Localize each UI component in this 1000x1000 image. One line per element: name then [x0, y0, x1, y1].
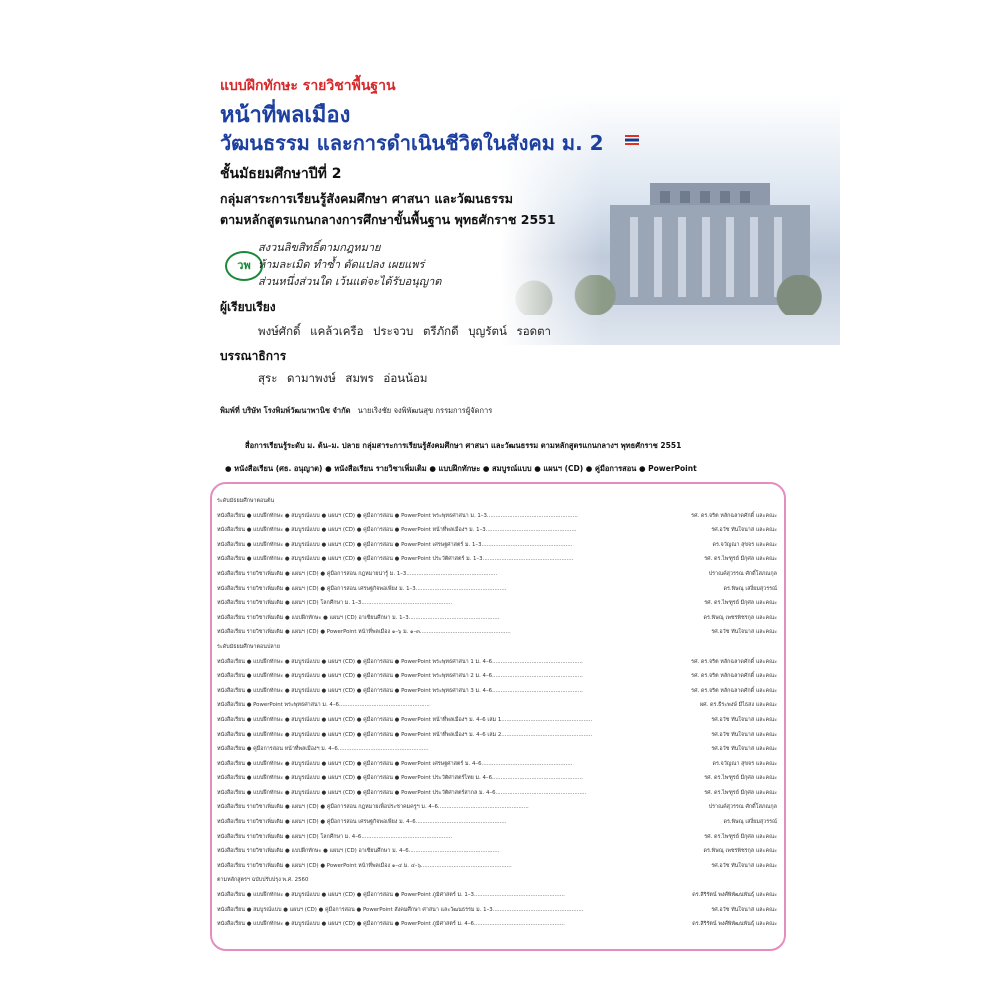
- catalog-title: หนังสือเรียน ● แบบฝึกทักษะ ● สมบูรณ์แบบ ● แผนฯ (CD) ● คู่มือการสอน ● PowerPoint ประวัติศาสตร์ ม. 1–3.....................................................: [217, 556, 574, 563]
- catalog-title: หนังสือเรียน ● แบบฝึกทักษะ ● สมบูรณ์แบบ ● แผนฯ (CD) ● คู่มือการสอน ● PowerPoint หน้าที่พลเมืองฯ ม. 1–3.....................................................: [217, 527, 577, 534]
- catalog-row: [217, 771, 777, 786]
- catalog-section-heading: [217, 494, 777, 509]
- catalog-box: [210, 482, 786, 951]
- catalog-list: [217, 494, 777, 932]
- catalog-title: หนังสือเรียน รายวิชาเพิ่มเติม ● แบบฝึกทักษะ ● แผนฯ (CD) อาเซียนศึกษา ม. 4–6.....................................................: [217, 848, 500, 855]
- catalog-author: รศ.อวัช ทันใจนาส และคณะ: [709, 859, 777, 874]
- catalog-author: รศ. ดร.จริต หลักฉลาดศักดิ์ และคณะ: [689, 669, 777, 684]
- curriculum-line: ตามหลักสูตรแกนกลางการศึกษาขั้นพื้นฐาน พุทธศักราช 2551: [220, 212, 556, 227]
- catalog-row: [217, 888, 777, 903]
- catalog-author: รศ. ดร.ไพฑูรย์ มีกุศล และคณะ: [702, 786, 777, 801]
- catalog-row: [217, 596, 777, 611]
- authors-names: พงษ์ศักดิ์ แคล้วเครือ ประจวบ ตรีภักดี บุญรัตน์ รอดตา: [258, 324, 551, 338]
- catalog-row: [217, 582, 777, 597]
- catalog-title: หนังสือเรียน ● แบบฝึกทักษะ ● สมบูรณ์แบบ ● แผนฯ (CD) ● คู่มือการสอน ● PowerPoint ภูมิศาสตร์ ม. 1–3.....................................................: [217, 892, 565, 899]
- catalog-author: ดร.พิษณุ เสงี่ยมสุวรรณ์: [721, 815, 777, 830]
- catalog-row: [217, 830, 777, 845]
- catalog-author: ดร.จวัญณา สุขจร และคณะ: [710, 757, 777, 772]
- catalog-row: [217, 669, 777, 684]
- printer-person: นายเริงชัย จงพิพัฒนสุข กรรมการผู้จัดการ: [357, 406, 493, 415]
- catalog-author: ผศ. ดร.ธีระพงษ์ มีไธสง และคณะ: [698, 698, 777, 713]
- copyright-line: ห้ามละเมิด ทำซ้ำ ดัดแปลง เผยแพร่: [258, 258, 425, 271]
- catalog-row: [217, 552, 777, 567]
- catalog-title: หนังสือเรียน ● แบบฝึกทักษะ ● สมบูรณ์แบบ ● แผนฯ (CD) ● คู่มือการสอน ● PowerPoint เศรษฐศาสตร์ ม. 4–6.....................................................: [217, 760, 573, 767]
- catalog-section-heading: [217, 640, 777, 655]
- catalog-title: หนังสือเรียน ● แบบฝึกทักษะ ● สมบูรณ์แบบ ● แผนฯ (CD) ● คู่มือการสอน ● PowerPoint พระพุทธศาสนา ม. 1–3.....................................................: [217, 512, 578, 519]
- catalog-title: หนังสือเรียน รายวิชาเพิ่มเติม ● แผนฯ (CD) โลกศึกษา ม. 1–3.....................................................: [217, 600, 453, 607]
- subject-group: กลุ่มสาระการเรียนรู้สังคมศึกษา ศาสนา และวัฒนธรรม: [220, 191, 513, 206]
- book-page: [200, 55, 800, 955]
- catalog-row: [217, 844, 777, 859]
- catalog-title: หนังสือเรียน ● คู่มือการสอน หน้าที่พลเมืองฯ ม. 4–6.....................................................: [217, 746, 429, 753]
- catalog-author: ดร.สิริรัตน์ พงศ์พิพัฒนพันธุ์ และคณะ: [690, 917, 777, 932]
- catalog-title: หนังสือเรียน รายวิชาเพิ่มเติม ● แผนฯ (CD) ● PowerPoint หน้าที่พลเมือง ๑–๖ ม. ๑–๓.....................................................: [217, 629, 511, 636]
- catalog-author: รศ.อวัช ทันใจนาส และคณะ: [709, 713, 777, 728]
- catalog-title: หนังสือเรียน รายวิชาเพิ่มเติม ● แผนฯ (CD) ● คู่มือการสอน เศรษฐกิจพอเพียง ม. 1–3.....................................................: [217, 585, 507, 592]
- catalog-row: [217, 859, 777, 874]
- catalog-title: หนังสือเรียน ● แบบฝึกทักษะ ● สมบูรณ์แบบ ● แผนฯ (CD) ● คู่มือการสอน ● PowerPoint เศรษฐศาสตร์ ม. 1–3.....................................................: [217, 541, 573, 548]
- editors-names: สุระ ดามาพงษ์ สมพร อ่อนน้อม: [258, 371, 428, 385]
- catalog-row: [217, 903, 777, 918]
- catalog-row: [217, 567, 777, 582]
- series-kicker: แบบฝึกทักษะ รายวิชาพื้นฐาน: [220, 78, 396, 94]
- catalog-row: [217, 742, 777, 757]
- catalog-title: หนังสือเรียน ● PowerPoint พระพุทธศาสนา ม. 4–6.....................................................: [217, 702, 430, 709]
- catalog-row: [217, 815, 777, 830]
- catalog-author: รศ. ดร.ไพฑูรย์ มีกุศล และคณะ: [702, 830, 777, 845]
- catalog-author: ปราณค์สุวรรณ ศักดิ์โสภณกุล: [707, 800, 777, 815]
- catalog-title: หนังสือเรียน รายวิชาเพิ่มเติม ● แผนฯ (CD) ● คู่มือการสอน เศรษฐกิจพอเพียง ม. 4–6.....................................................: [217, 819, 507, 826]
- catalog-title: หนังสือเรียน ● แบบฝึกทักษะ ● สมบูรณ์แบบ ● แผนฯ (CD) ● คู่มือการสอน ● PowerPoint ภูมิศาสตร์ ม. 4–6.....................................................: [217, 921, 565, 928]
- authors-label: ผู้เรียบเรียง: [220, 300, 276, 314]
- catalog-author: ดร.พิษณุ เพชรพิชรกุล และคณะ: [702, 611, 777, 626]
- book-title: หน้าที่พลเมือง: [220, 103, 351, 128]
- catalog-row: [217, 509, 777, 524]
- catalog-author: ดร.พิษณุ เสงี่ยมสุวรรณ์: [721, 582, 777, 597]
- catalog-author: รศ.อวัช ทันใจนาส และคณะ: [709, 728, 777, 743]
- catalog-title: หนังสือเรียน รายวิชาเพิ่มเติม ● แผนฯ (CD) ● คู่มือการสอน กฎหมายน่ารู้ ม. 1–3.....................................................: [217, 570, 498, 577]
- catalog-section-heading: [217, 873, 777, 888]
- catalog-author: รศ. ดร.จริต หลักฉลาดศักดิ์ และคณะ: [689, 509, 777, 524]
- catalog-title: ตามหลักสูตรฯ ฉบับปรับปรุง พ.ศ. 2560: [217, 877, 309, 884]
- catalog-title: หนังสือเรียน ● แบบฝึกทักษะ ● สมบูรณ์แบบ ● แผนฯ (CD) ● คู่มือการสอน ● PowerPoint พระพุทธศาสนา 1 ม. 4–6.....................................................: [217, 658, 583, 665]
- catalog-title: หนังสือเรียน ● แบบฝึกทักษะ ● สมบูรณ์แบบ ● แผนฯ (CD) ● คู่มือการสอน ● PowerPoint พระพุทธศาสนา 3 ม. 4–6.....................................................: [217, 687, 583, 694]
- catalog-author: ดร.พิษณุ เพชรพิชรกุล และคณะ: [702, 844, 777, 859]
- catalog-row: [217, 800, 777, 815]
- catalog-author: รศ.อวัช ทันใจนาส และคณะ: [709, 523, 777, 538]
- catalog-row: [217, 684, 777, 699]
- copyright-line: สงวนลิขสิทธิ์ตามกฎหมาย: [258, 241, 381, 254]
- catalog-row: [217, 728, 777, 743]
- catalog-author: รศ. ดร.ไพฑูรย์ มีกุศล และคณะ: [702, 552, 777, 567]
- catalog-title: หนังสือเรียน รายวิชาเพิ่มเติม ● แผนฯ (CD) โลกศึกษา ม. 4–6.....................................................: [217, 833, 453, 840]
- catalog-author: รศ. ดร.จริต หลักฉลาดศักดิ์ และคณะ: [689, 655, 777, 670]
- catalog-title: หนังสือเรียน ● สมบูรณ์แบบ ● แผนฯ (CD) ● คู่มือการสอน ● PowerPoint สังคมศึกษา ศาสนา และวัฒนธรรม ม. 1–3.....................................................: [217, 906, 584, 913]
- copyright-notice: [258, 239, 441, 290]
- catalog-row: [217, 757, 777, 772]
- catalog-author: รศ. ดร.ไพฑูรย์ มีกุศล และคณะ: [702, 771, 777, 786]
- catalog-author: ดร.จวัญณา สุขจร และคณะ: [710, 538, 777, 553]
- grade-level: ชั้นมัธยมศึกษาปีที่ 2: [220, 166, 342, 182]
- catalog-row: [217, 917, 777, 932]
- catalog-row: [217, 655, 777, 670]
- catalog-title: หนังสือเรียน ● แบบฝึกทักษะ ● สมบูรณ์แบบ ● แผนฯ (CD) ● คู่มือการสอน ● PowerPoint ประวัติศาสตร์ไทย ม. 4–6.....................................................: [217, 775, 583, 782]
- catalog-title: หนังสือเรียน ● แบบฝึกทักษะ ● สมบูรณ์แบบ ● แผนฯ (CD) ● คู่มือการสอน ● PowerPoint หน้าที่พลเมืองฯ ม. 4–6 เล่ม 2.....................................................: [217, 731, 593, 738]
- catalog-author: รศ.อวัช ทันใจนาส และคณะ: [709, 903, 777, 918]
- printer-label: พิมพ์ที่ บริษัท โรงพิมพ์วัฒนาพานิช จำกัด: [220, 406, 351, 415]
- catalog-title: หนังสือเรียน รายวิชาเพิ่มเติม ● แบบฝึกทักษะ ● แผนฯ (CD) อาเซียนศึกษา ม. 1–3.....................................................: [217, 614, 500, 621]
- catalog-title: ระดับมัธยมศึกษาตอนปลาย: [217, 643, 280, 650]
- catalog-author: รศ.อวัช ทันใจนาส และคณะ: [709, 742, 777, 757]
- catalog-title: ระดับมัธยมศึกษาตอนต้น: [217, 498, 275, 504]
- catalog-row: [217, 625, 777, 640]
- copyright-line: ส่วนหนึ่งส่วนใด เว้นแต่จะได้รับอนุญาต: [258, 275, 442, 288]
- catalog-row: [217, 713, 777, 728]
- book-subtitle: วัฒนธรรม และการดำเนินชีวิตในสังคม ม. 2: [220, 131, 604, 155]
- catalog-title: หนังสือเรียน ● แบบฝึกทักษะ ● สมบูรณ์แบบ ● แผนฯ (CD) ● คู่มือการสอน ● PowerPoint ประวัติศาสตร์สากล ม. 4–6.....................................................: [217, 789, 587, 796]
- catalog-author: รศ.อวัช ทันใจนาส และคณะ: [709, 625, 777, 640]
- catalog-row: [217, 523, 777, 538]
- media-types-line: ● หนังสือเรียน (ศธ. อนุญาต) ● หนังสือเรียน รายวิชาเพิ่มเติม ● แบบฝึกทักษะ ● สมบูรณ์แบบ ● แผนฯ (CD) ● คู่มือการสอน ● PowerPoint: [225, 464, 697, 473]
- catalog-author: รศ. ดร.ไพฑูรย์ มีกุศล และคณะ: [702, 596, 777, 611]
- catalog-author: ปราณค์สุวรรณ ศักดิ์โสภณกุล: [707, 567, 777, 582]
- logo-text: วพ: [237, 259, 251, 272]
- catalog-row: [217, 538, 777, 553]
- printer-info: [220, 405, 492, 417]
- catalog-title: หนังสือเรียน รายวิชาเพิ่มเติม ● แผนฯ (CD) ● PowerPoint หน้าที่พลเมือง ๑–๔ ม. ๔–๖.....................................................: [217, 862, 512, 869]
- catalog-author: ดร.สิริรัตน์ พงศ์พิพัฒนพันธุ์ และคณะ: [690, 888, 777, 903]
- catalog-author: รศ. ดร.จริต หลักฉลาดศักดิ์ และคณะ: [689, 684, 777, 699]
- thai-flag-icon: [625, 135, 639, 145]
- catalog-title: หนังสือเรียน ● แบบฝึกทักษะ ● สมบูรณ์แบบ ● แผนฯ (CD) ● คู่มือการสอน ● PowerPoint พระพุทธศาสนา 2 ม. 4–6.....................................................: [217, 673, 583, 680]
- catalog-title: หนังสือเรียน รายวิชาเพิ่มเติม ● แผนฯ (CD) ● คู่มือการสอน กฎหมายเพื่อประชาคมครูฯ ม. 4–6.....................................................: [217, 804, 529, 811]
- catalog-title: หนังสือเรียน ● แบบฝึกทักษะ ● สมบูรณ์แบบ ● แผนฯ (CD) ● คู่มือการสอน ● PowerPoint หน้าที่พลเมืองฯ ม. 4–6 เล่ม 1.....................................................: [217, 716, 593, 723]
- series-line: สื่อการเรียนรู้ระดับ ม. ต้น–ม. ปลาย กลุ่มสาระการเรียนรู้สังคมศึกษา ศาสนา และวัฒนธรรม ตามหลักสูตรแกนกลางฯ พุทธศักราช 2551: [245, 441, 682, 450]
- catalog-row: [217, 786, 777, 801]
- catalog-row: [217, 611, 777, 626]
- catalog-row: [217, 698, 777, 713]
- editors-label: บรรณาธิการ: [220, 349, 287, 363]
